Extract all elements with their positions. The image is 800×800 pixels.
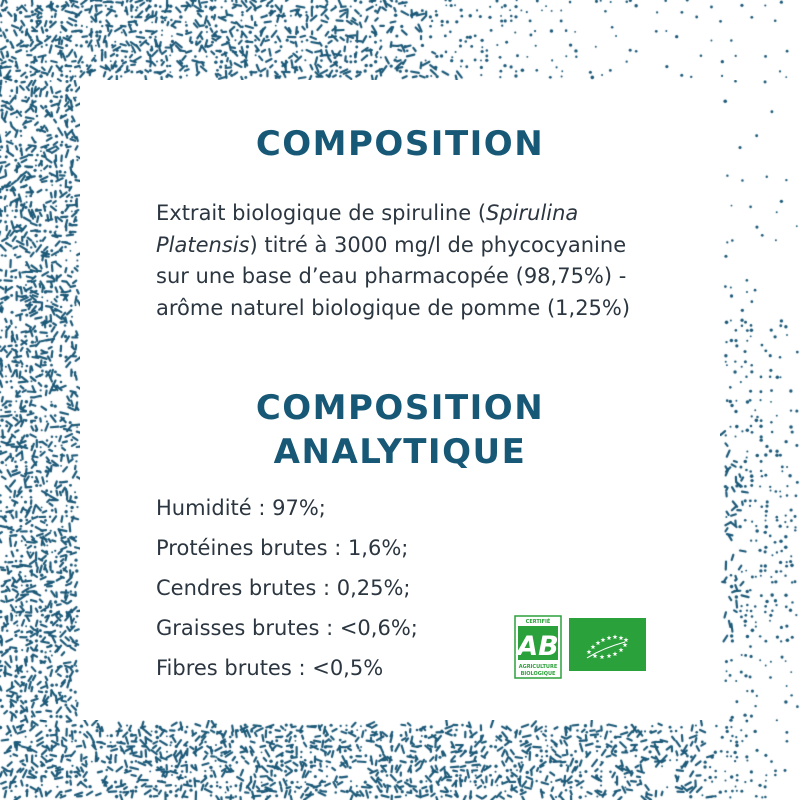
composition-text-end: ) titré à 3000 mg/l de phycocyanine sur une base d’eau pharmacopée (98,75%) - arôme naturel biologique de pomme (1,25%) — [156, 232, 631, 320]
analytical-title-line1: COMPOSITION — [255, 388, 545, 428]
analytical-item-fat: Graisses brutes : <0,6%; — [156, 616, 418, 640]
analytical-title — [80, 386, 720, 474]
composition-card — [80, 80, 720, 720]
ab-logo-top-text: CERTIFIÉ — [525, 619, 551, 625]
composition-title: COMPOSITION — [255, 124, 545, 164]
analytical-title-line2: ANALYTIQUE — [273, 432, 527, 472]
ab-logo-letters: AB — [517, 631, 559, 662]
ab-logo-bottom-line1: AGRICULTURE — [518, 664, 558, 670]
composition-text-start: Extrait biologique de spiruline ( — [156, 201, 487, 225]
ab-organic-logo — [514, 615, 562, 679]
analytical-item-fibre: Fibres brutes : <0,5% — [156, 656, 384, 680]
species-name: Spirulina Platensis — [156, 201, 579, 257]
analytical-item-proteins: Protéines brutes : 1,6%; — [156, 536, 409, 560]
ab-logo-bottom-line2: BIOLOGIQUE — [520, 671, 556, 677]
analytical-item-ash: Cendres brutes : 0,25%; — [156, 576, 411, 600]
analytical-item-humidity: Humidité : 97%; — [156, 496, 326, 520]
eu-logo-background — [569, 618, 646, 671]
eu-organic-leaf-icon — [569, 618, 646, 671]
analytical-list — [156, 488, 496, 688]
composition-text — [156, 198, 656, 324]
